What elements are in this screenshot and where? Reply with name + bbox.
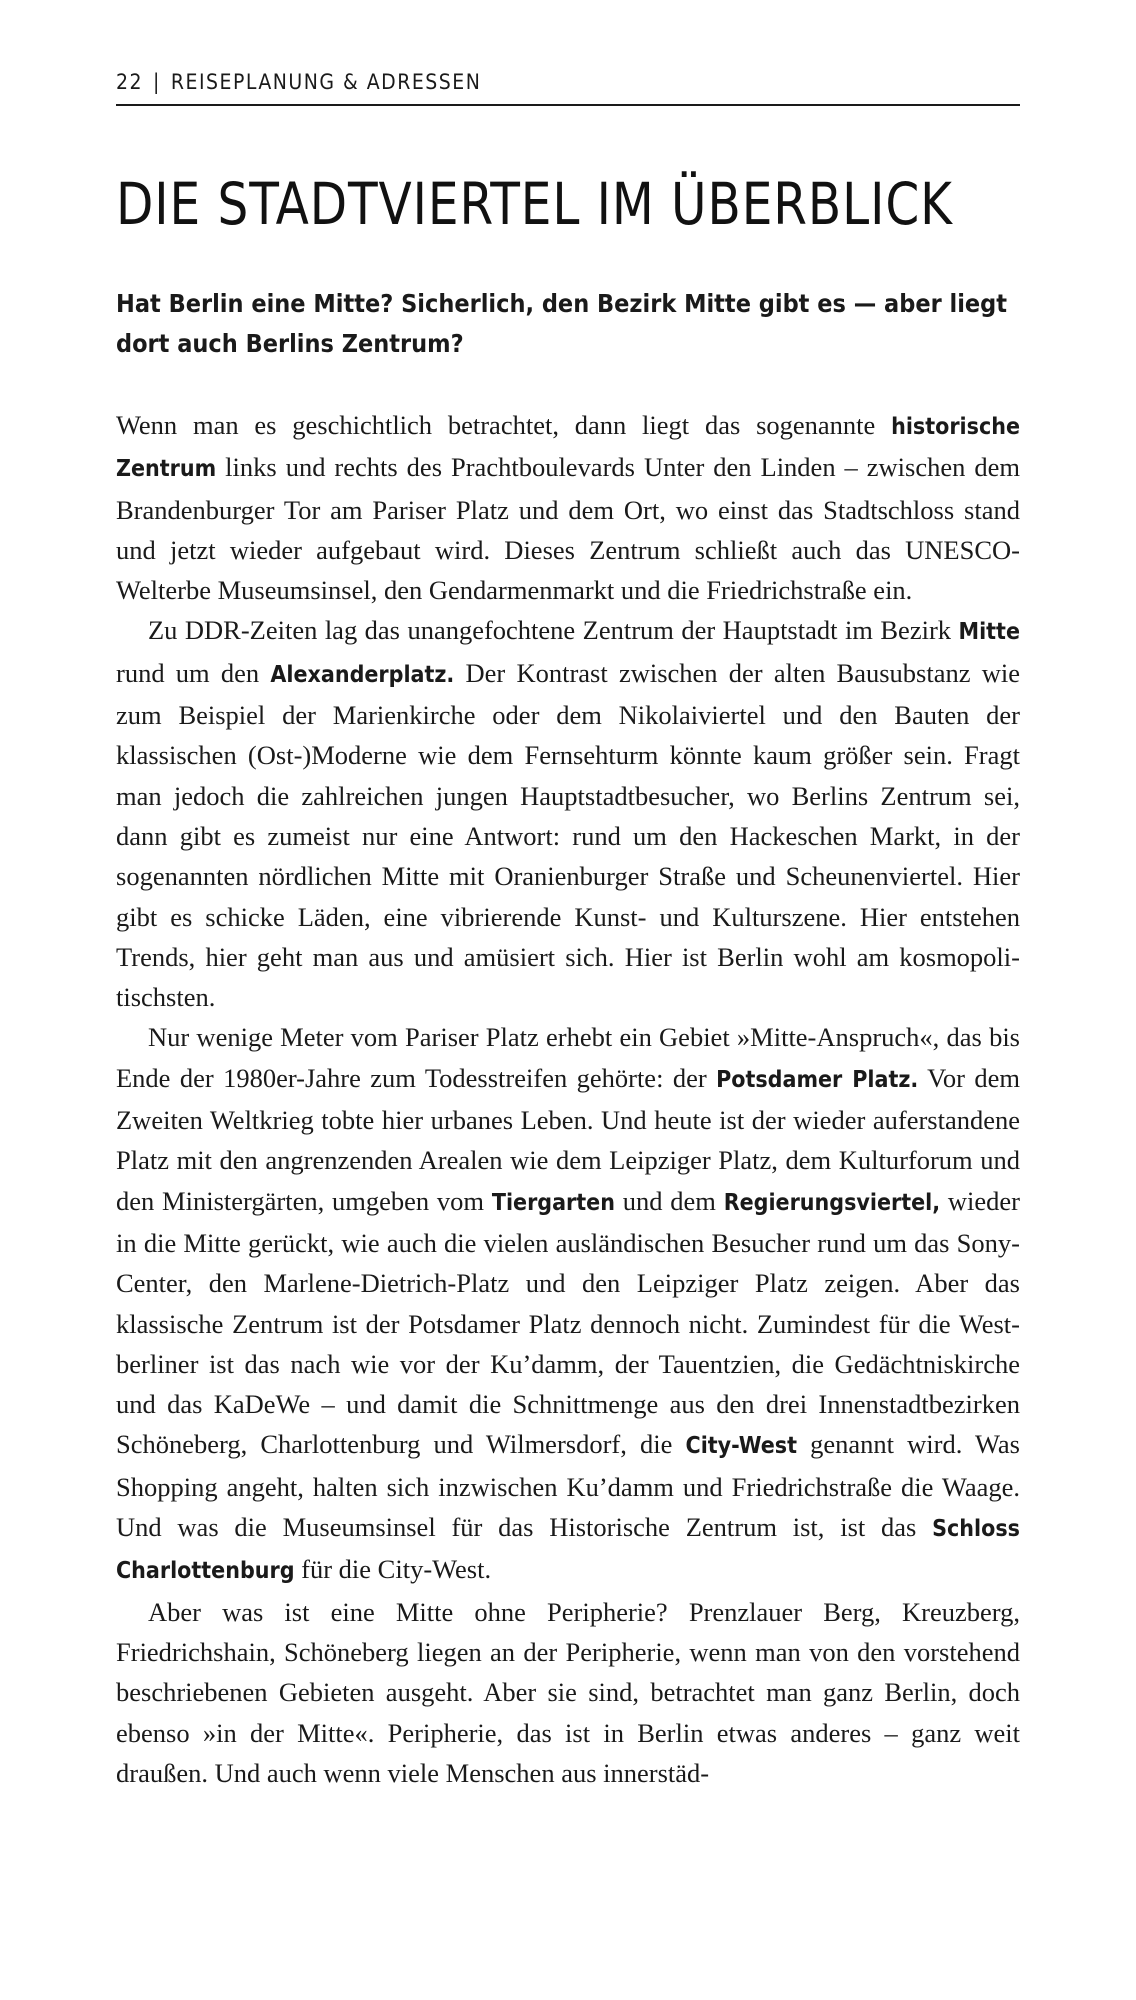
lead-paragraph: Hat Berlin eine Mitte? Sicherlich, den Bezirk Mitte gibt es — aber liegt dort auch Berlins Zentrum? [116, 289, 1008, 358]
text-run: wieder in die Mitte gerückt, wie auch die vielen ausländischen Besucher rund um das Sony-Center, den Marlene-Dietrich-Platz und den Leipziger Platz zeigen. Aber das klassische Zentrum ist der Potsdamer Platz dennoch nicht. Zumindest für die Westberliner ist das nach wie vor der Ku’damm, der Tauentzien, die Gedächtniskirche und das KaDeWe – und damit die Schnittmenge aus den drei Innenstadtbezirken Schöneberg, Charlottenburg und Wilmersdorf, die [116, 1185, 1021, 1460]
paragraph-3 [116, 1017, 1020, 1591]
header-separator: | [153, 70, 161, 94]
keyword-potsdamer-platz: Potsdamer Platz. [716, 1066, 919, 1093]
body-text [116, 405, 1020, 1793]
page-number: 22 [116, 70, 144, 94]
keyword-historisches-zentrum: historische Zentrum [116, 414, 1020, 483]
text-run: genannt wird. Was Shopping angeht, halten sich inzwischen Ku’damm und Friedrichstraße die Waage. Und was die Museumsinsel für das Historische Zentrum ist, ist das [116, 1429, 1020, 1543]
keyword-regierungsviertel: Regierungsviertel, [723, 1189, 941, 1216]
text-run: rund um den [116, 657, 271, 688]
text-run: Wenn man es geschichtlich betrachtet, dann liegt das sogenannte [116, 410, 892, 440]
running-header [116, 70, 1020, 106]
section-name: REISEPLANUNG & ADRESSEN [170, 70, 482, 94]
paragraph-2 [116, 610, 1020, 1017]
text-run: Vor dem Zweiten Weltkrieg tobte hier urbanes Leben. Und heute ist der wieder auferstandene Platz mit den angrenzenden Arealen wie dem Leipziger Platz, dem Kulturforum und den Ministergärten, umgeben vom [116, 1062, 1020, 1216]
keyword-alexanderplatz: Alexanderplatz. [270, 661, 455, 688]
keyword-schloss-charlottenburg: Schloss Charlottenburg [116, 1516, 1020, 1585]
keyword-mitte: Mitte [958, 619, 1020, 646]
text-run: links und rechts des Prachtboulevards Unter den Linden – zwischen dem Brandenburger Tor am Pariser Platz und dem Ort, wo einst das Stadtschloss stand und jetzt wieder aufgebaut wird. Dieses Zentrum schließt auch das UNESCO-Welterbe Museumsinsel, den Gendarmenmarkt und die Friedrichstraße ein. [116, 452, 1020, 606]
paragraph-1 [116, 405, 1020, 610]
text-run: für die City-West. [294, 1554, 492, 1585]
keyword-tiergarten: Tiergarten [491, 1189, 615, 1216]
text-run: Der Kontrast zwischen der alten Bausubstanz wie zum Beispiel der Marienkirche oder dem Nikolaiviertel und den Bauten der klassischen (Ost-)Moderne wie dem Fernsehturm könnte kaum größer sein. Fragt man jedoch die zahlreichen jungen Hauptstadtbesucher, wo Berlins Zentrum sei, dann gibt es zumeist nur eine Antwort: rund um den Hackeschen Markt, in der sogenannten nördlichen Mitte mit Oranienburger Straße und Scheunenviertel. Hier gibt es schicke Läden, eine vibrierende Kunst- und Kulturszene. Hier entstehen Trends, hier geht man aus und amüsiert sich. Hier ist Berlin wohl am kosmopolitischsten. [116, 657, 1020, 1013]
text-run: Aber was ist eine Mitte ohne Peripherie? Prenzlauer Berg, Kreuzberg, Friedrichshain, Schöneberg liegen an der Peripherie, wenn man von den vorstehend beschriebenen Gebieten ausgeht. Aber sie sind, betrachtet man ganz Berlin, doch ebenso »in der Mitte«. Peripherie, das ist in Berlin etwas anderes – ganz weit draußen. Und auch wenn viele Menschen aus innerstäd- [116, 1596, 1020, 1788]
keyword-city-west: City-West [685, 1433, 797, 1460]
text-run: Nur wenige Meter vom Pariser Platz erhebt ein Gebiet »Mitte-Anspruch«, das bis Ende der 1980er-Jahre zum Todesstreifen gehörte: der [116, 1022, 1020, 1093]
text-run: und dem [614, 1185, 724, 1216]
chapter-title: DIE STADTVIERTEL IM ÜBERBLICK [116, 170, 953, 238]
text-run: Zu DDR-Zeiten lag das unangefochtene Zentrum der Hauptstadt im Bezirk [148, 615, 959, 646]
paragraph-4 [116, 1592, 1020, 1793]
